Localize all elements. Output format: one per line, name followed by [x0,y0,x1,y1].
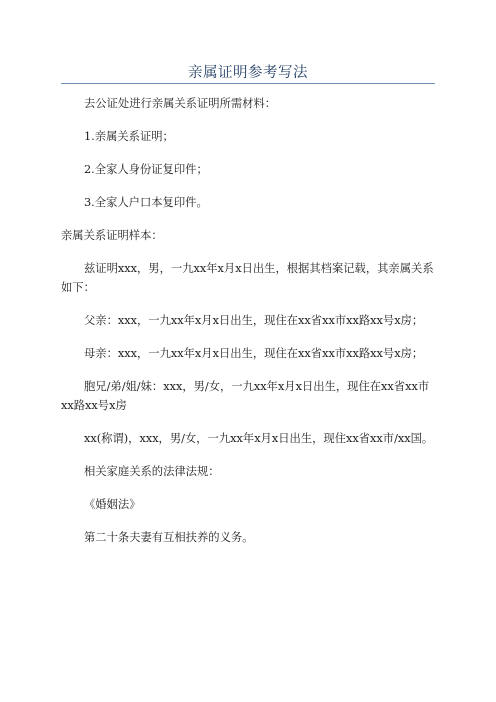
paragraph-siblings: 胞兄/弟/姐/妹：xxx，男/女，一九xx年x月x日出生，现住在xx省xx市xx路xx号x房 [61,380,430,412]
paragraph-laws-heading: 相关家庭关系的法律法规： [84,465,220,478]
paragraph-sample-heading: 亲属关系证明样本： [61,229,163,242]
document-body [61,94,438,561]
paragraph-material-2: 2.全家人身份证复印件； [84,163,208,176]
paragraph-mother: 母亲：xxx，一九xx年x月x日出生，现住在xx省xx市xx路xx号x房； [84,347,424,360]
title-divider [61,83,435,84]
paragraph-other-relative: xx(称谓)，xxx，男/女，一九xx年x月x日出生，现住xx省xx市/xx国。 [84,432,434,445]
paragraph-father: 父亲：xxx，一九xx年x月x日出生，现住在xx省xx市xx路xx号x房； [84,314,424,327]
paragraph-article-20: 第二十条夫妻有互相扶养的义务。 [84,531,254,544]
paragraph-marriage-law: 《婚姻法》 [84,498,141,511]
paragraph-certify-statement: 兹证明xxx，男，一九xx年x月x日出生，根据其档案记载，其亲属关系如下： [61,262,434,294]
paragraph-material-3: 3.全家人户口本复印件。 [84,196,208,209]
paragraph-material-1: 1.亲属关系证明； [84,130,174,143]
paragraph-materials-intro: 去公证处进行亲属关系证明所需材料： [84,97,277,110]
document-title: 亲属证明参考写法 [188,65,308,81]
